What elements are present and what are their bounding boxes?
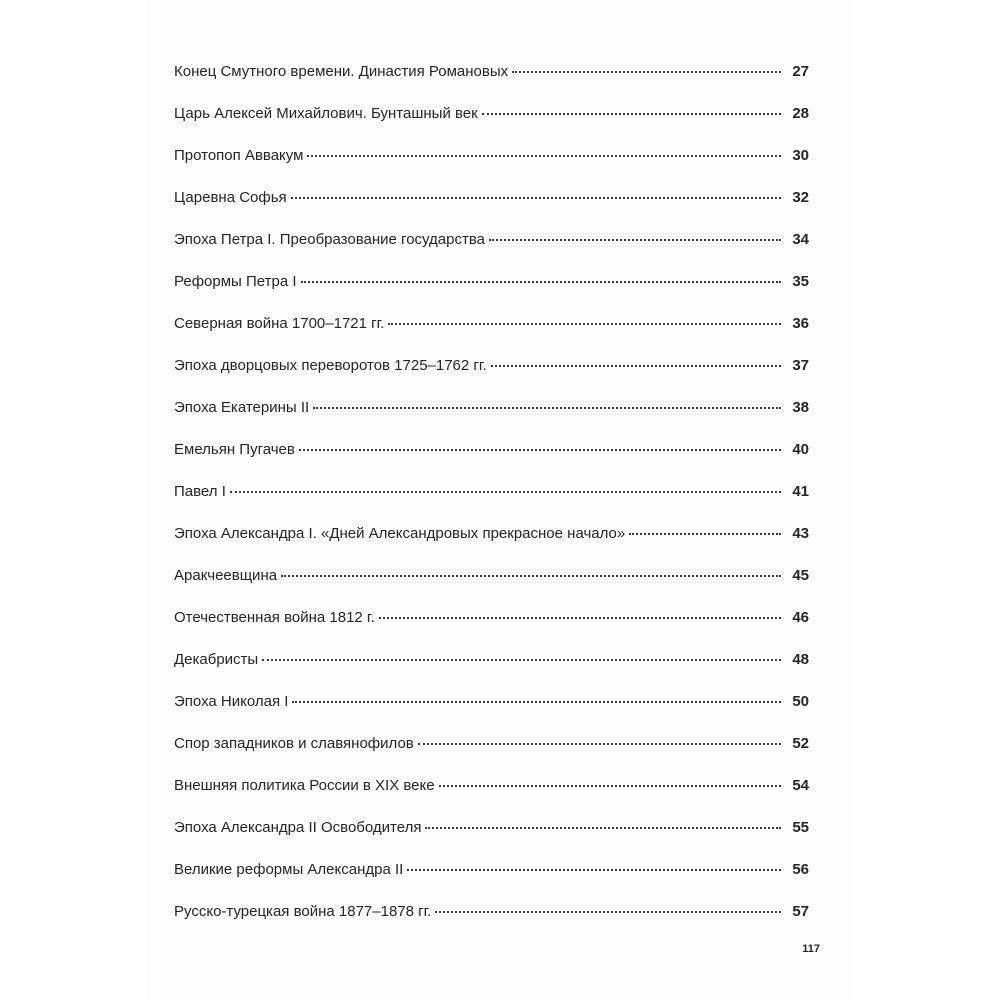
toc-entry-page: 43 <box>792 525 809 542</box>
toc-entry-title: Русско-турецкая война 1877–1878 гг. <box>174 903 432 920</box>
toc-entry-title: Отечественная война 1812 г. <box>174 609 375 626</box>
toc-entry[interactable] <box>174 261 809 303</box>
toc-entry-title: Павел I <box>174 483 226 500</box>
toc-entry[interactable] <box>174 681 809 723</box>
dot-leader <box>230 491 781 493</box>
toc-entry-title: Царь Алексей Михайлович. Бунташный век <box>174 105 478 122</box>
toc-entry[interactable] <box>174 807 809 849</box>
toc-entry[interactable] <box>174 93 809 135</box>
toc-entry[interactable] <box>174 597 809 639</box>
toc-entry-title: Великие реформы Александра II <box>174 861 404 878</box>
toc-entry-title: Конец Смутного времени. Династия Романовых <box>174 63 509 80</box>
dot-leader <box>489 239 781 241</box>
toc-entry-page: 57 <box>792 903 809 920</box>
toc-entry-page: 48 <box>792 651 809 668</box>
toc-entry-page: 34 <box>792 231 809 248</box>
toc-entry[interactable] <box>174 387 809 429</box>
dot-leader <box>291 197 781 199</box>
toc-entry[interactable] <box>174 429 809 471</box>
toc-entry-title: Северная война 1700–1721 гг. <box>174 315 385 332</box>
toc-entry[interactable] <box>174 51 809 93</box>
toc-entry-page: 56 <box>792 861 809 878</box>
toc-entry[interactable] <box>174 723 809 765</box>
toc-entry-page: 40 <box>792 441 809 458</box>
dot-leader <box>379 617 781 619</box>
toc-entry-title: Протопоп Аввакум <box>174 147 304 164</box>
dot-leader <box>418 743 781 745</box>
toc-entry-page: 28 <box>792 105 809 122</box>
toc-entry[interactable] <box>174 849 809 891</box>
toc-entry-page: 45 <box>792 567 809 584</box>
dot-leader <box>512 71 781 73</box>
dot-leader <box>407 869 781 871</box>
toc-entry-page: 36 <box>792 315 809 332</box>
toc-entry-title: Царевна Софья <box>174 189 287 206</box>
toc-entry-page: 37 <box>792 357 809 374</box>
dot-leader <box>307 155 781 157</box>
toc-entry-page: 30 <box>792 147 809 164</box>
toc-entry-title: Емельян Пугачев <box>174 441 295 458</box>
toc-entry[interactable] <box>174 471 809 513</box>
toc-entry[interactable] <box>174 765 809 807</box>
toc-entry-page: 52 <box>792 735 809 752</box>
toc-entry-page: 54 <box>792 777 809 794</box>
toc-entry-page: 27 <box>792 63 809 80</box>
toc-entry-title: Эпоха Николая I <box>174 693 289 710</box>
dot-leader <box>425 827 781 829</box>
toc-entry-page: 38 <box>792 399 809 416</box>
dot-leader <box>292 701 781 703</box>
toc-entry-title: Эпоха Екатерины II <box>174 399 310 416</box>
toc-entry[interactable] <box>174 135 809 177</box>
page-number: 117 <box>802 943 820 955</box>
dot-leader <box>482 113 781 115</box>
dot-leader <box>629 533 781 535</box>
toc-entry-page: 32 <box>792 189 809 206</box>
toc-entry-title: Внешняя политика России в XIX веке <box>174 777 435 794</box>
toc-entry[interactable] <box>174 639 809 681</box>
toc-entry-title: Декабристы <box>174 651 259 668</box>
toc-entry-page: 35 <box>792 273 809 290</box>
toc-entry-title: Эпоха дворцовых переворотов 1725–1762 гг. <box>174 357 487 374</box>
toc-entry-title: Эпоха Александра I. «Дней Александровых прекрасное начало» <box>174 525 626 542</box>
dot-leader <box>491 365 781 367</box>
toc-entry-title: Аракчеевщина <box>174 567 278 584</box>
toc-entry[interactable] <box>174 345 809 387</box>
toc-entry[interactable] <box>174 177 809 219</box>
toc-entry-title: Эпоха Александра II Освободителя <box>174 819 422 836</box>
toc-entry[interactable] <box>174 513 809 555</box>
toc-entry-title: Реформы Петра I <box>174 273 297 290</box>
toc-entry[interactable] <box>174 891 809 933</box>
dot-leader <box>301 281 782 283</box>
toc-entry-page: 46 <box>792 609 809 626</box>
dot-leader <box>439 785 781 787</box>
dot-leader <box>281 575 781 577</box>
dot-leader <box>313 407 781 409</box>
toc-entry[interactable] <box>174 219 809 261</box>
dot-leader <box>388 323 781 325</box>
toc-entry-title: Эпоха Петра I. Преобразование государства <box>174 231 485 248</box>
toc-entry-page: 50 <box>792 693 809 710</box>
toc-entry-title: Спор западников и славянофилов <box>174 735 414 752</box>
toc-entry[interactable] <box>174 555 809 597</box>
dot-leader <box>435 911 781 913</box>
toc-entry-page: 41 <box>792 483 809 500</box>
table-of-contents <box>174 51 809 933</box>
toc-entry-page: 55 <box>792 819 809 836</box>
toc-entry[interactable] <box>174 303 809 345</box>
dot-leader <box>262 659 781 661</box>
dot-leader <box>299 449 781 451</box>
